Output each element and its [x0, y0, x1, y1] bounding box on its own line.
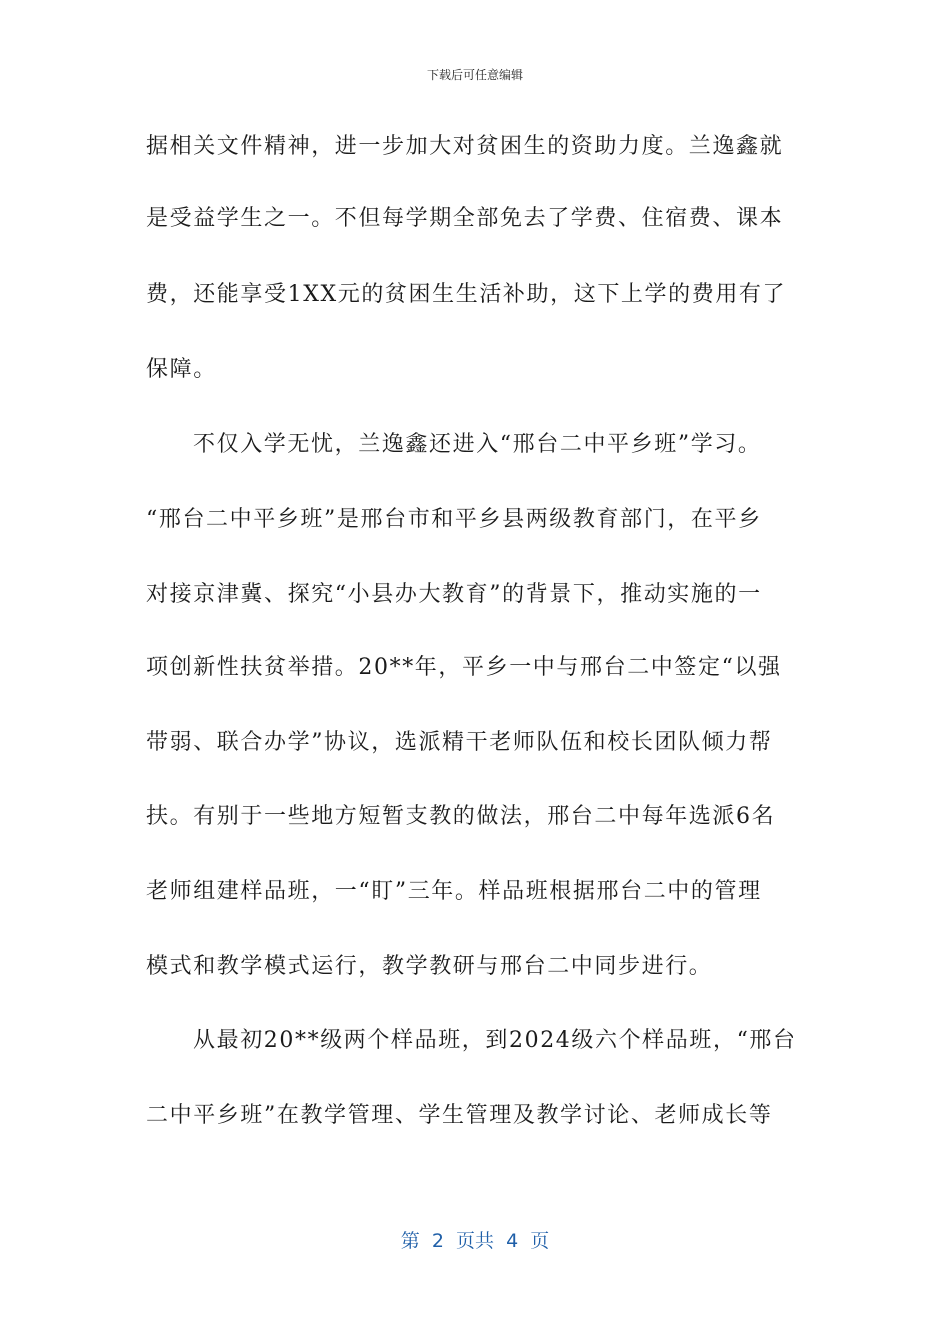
paragraph-line: 是受益学生之一。不但每学期全部免去了学费、住宿费、课本 — [146, 206, 784, 231]
paragraph-line: 扶。有别于一些地方短暂支教的做法，邢台二中每年选派6名 — [146, 804, 776, 829]
paragraph-line: 从最初20**级两个样品班，到2024级六个样品班，“邢台 — [193, 1028, 797, 1053]
paragraph-line: 模式和教学模式运行，教学教研与邢台二中同步进行。 — [146, 954, 713, 979]
paragraph-line: “邢台二中平乡班”是邢台市和平乡县两级教育部门，在平乡 — [146, 507, 762, 532]
paragraph-line: 据相关文件精神，进一步加大对贫困生的资助力度。兰逸鑫就 — [146, 134, 784, 159]
paragraph-line: 二中平乡班”在教学管理、学生管理及教学讨论、老师成长等 — [146, 1103, 773, 1128]
paragraph-line: 老师组建样品班，一“盯”三年。样品班根据邢台二中的管理 — [146, 879, 762, 904]
paragraph-line: 项创新性扶贫举措。20**年，平乡一中与邢台二中签定“以强 — [146, 655, 782, 680]
paragraph-line: 费，还能享受1XX元的贫困生生活补助，这下上学的费用有了 — [146, 282, 787, 307]
paragraph-line: 保障。 — [146, 357, 217, 382]
paragraph-line: 对接京津冀、探究“小县办大教育”的背景下，推动实施的一 — [146, 582, 762, 607]
paragraph-line: 带弱、联合办学”协议，选派精干老师队伍和校长团队倾力帮 — [146, 730, 773, 755]
page-number-footer: 第 2 页共 4 页 — [400, 1230, 550, 1252]
page-header: 下载后可任意编辑 — [426, 68, 523, 82]
paragraph-line: 不仅入学无忧，兰逸鑫还进入“邢台二中平乡班”学习。 — [193, 432, 762, 457]
